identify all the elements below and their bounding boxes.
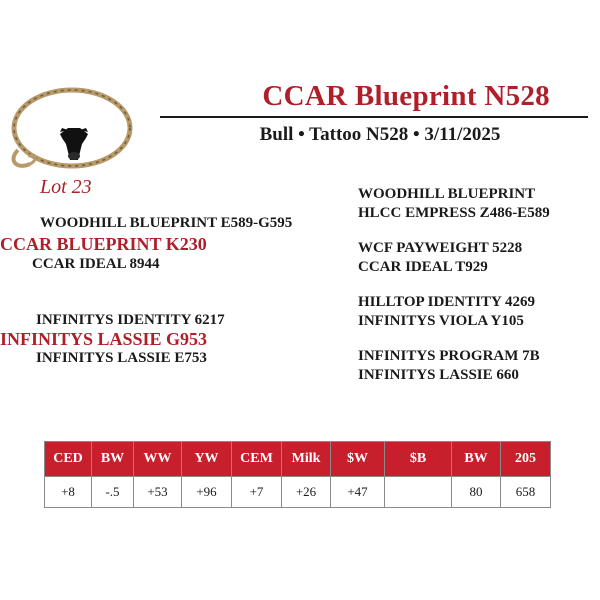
epd-header-ww: WW bbox=[134, 442, 182, 477]
epd-value-bw: -.5 bbox=[92, 477, 134, 508]
epd-header-actual-bw: BW bbox=[452, 442, 501, 477]
epd-value-205: 658 bbox=[501, 477, 551, 508]
animal-name-title: CCAR Blueprint N528 bbox=[262, 80, 550, 112]
epd-header-milk: Milk bbox=[282, 442, 331, 477]
epd-header-yw: YW bbox=[182, 442, 232, 477]
sire: CCAR BLUEPRINT K230 bbox=[0, 234, 207, 254]
epd-value-w-index: +47 bbox=[331, 477, 385, 508]
epd-header-cem: CEM bbox=[232, 442, 282, 477]
bull-icon bbox=[60, 128, 88, 160]
epd-header-205: 205 bbox=[501, 442, 551, 477]
dam: INFINITYS LASSIE G953 bbox=[0, 329, 208, 349]
lot-label: Lot 23 bbox=[40, 176, 92, 198]
great-grandparent: WCF PAYWEIGHT 5228 bbox=[358, 240, 523, 256]
great-grandparent: HLCC EMPRESS Z486-E589 bbox=[358, 205, 550, 221]
epd-value-ced: +8 bbox=[45, 477, 92, 508]
dam-dam: INFINITYS LASSIE E753 bbox=[36, 350, 207, 366]
great-grandparent: INFINITYS PROGRAM 7B bbox=[358, 348, 540, 364]
epd-header-row bbox=[45, 442, 551, 477]
great-grandparent: WOODHILL BLUEPRINT bbox=[358, 186, 536, 202]
dam-sire: INFINITYS IDENTITY 6217 bbox=[36, 312, 225, 328]
epd-value-b-index bbox=[385, 477, 452, 508]
epd-header-bw: BW bbox=[92, 442, 134, 477]
epd-value-yw: +96 bbox=[182, 477, 232, 508]
sire-dam: CCAR IDEAL 8944 bbox=[32, 256, 160, 272]
epd-value-cem: +7 bbox=[232, 477, 282, 508]
great-grandparent: INFINITYS VIOLA Y105 bbox=[358, 313, 524, 329]
epd-table bbox=[44, 441, 551, 508]
great-grandparent: CCAR IDEAL T929 bbox=[358, 259, 488, 275]
epd-header-w-index: $W bbox=[331, 442, 385, 477]
epd-value-actual-bw: 80 bbox=[452, 477, 501, 508]
epd-value-milk: +26 bbox=[282, 477, 331, 508]
epd-header-ced: CED bbox=[45, 442, 92, 477]
animal-subtitle: Bull • Tattoo N528 • 3/11/2025 bbox=[259, 124, 501, 145]
great-grandparent: INFINITYS LASSIE 660 bbox=[358, 367, 519, 383]
epd-value-ww: +53 bbox=[134, 477, 182, 508]
epd-header-b-index: $B bbox=[385, 442, 452, 477]
epd-value-row bbox=[45, 477, 551, 508]
sire-sire: WOODHILL BLUEPRINT E589-G595 bbox=[40, 215, 293, 231]
title-divider bbox=[160, 116, 588, 118]
great-grandparent: HILLTOP IDENTITY 4269 bbox=[358, 294, 536, 310]
lot-logo bbox=[8, 84, 144, 198]
rope-lasso-icon bbox=[8, 84, 144, 176]
